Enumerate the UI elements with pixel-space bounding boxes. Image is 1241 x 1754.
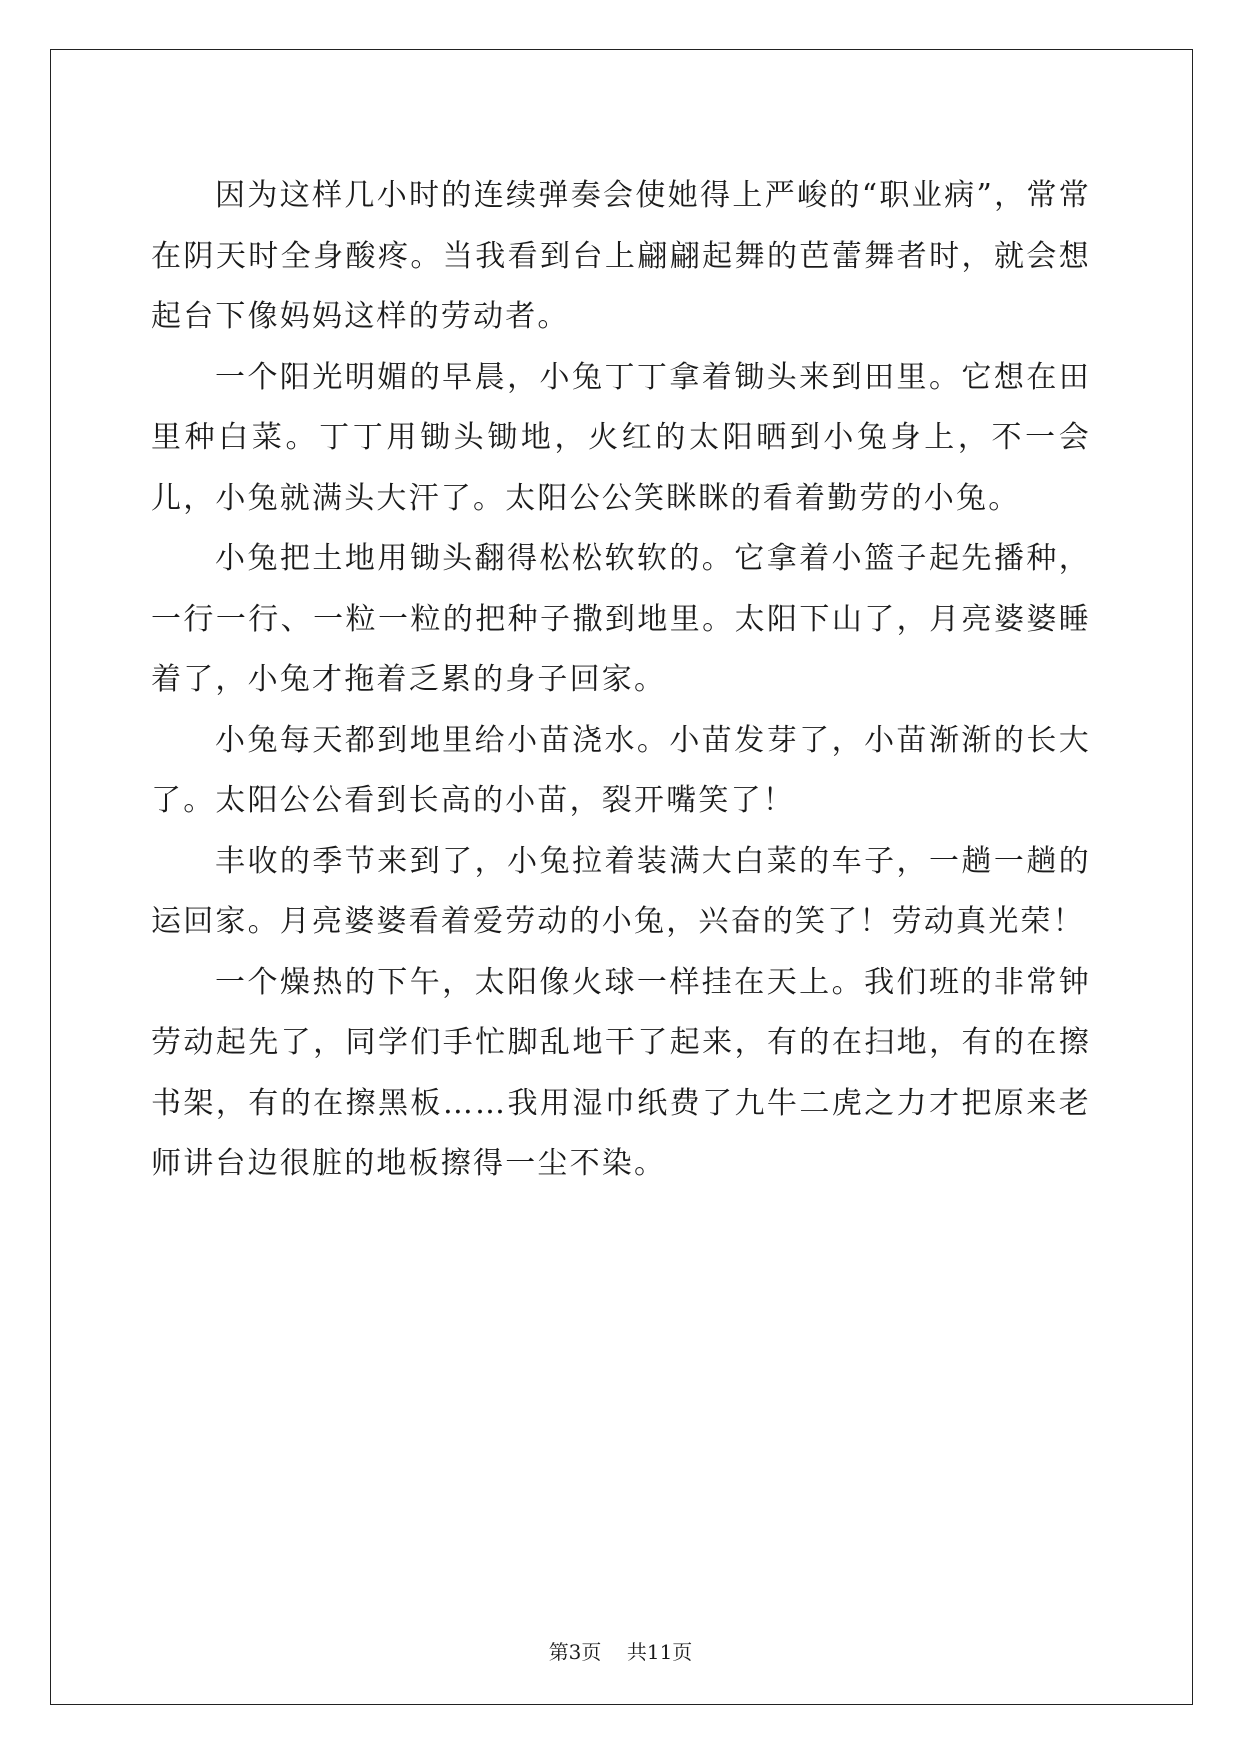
paragraph: 一个燥热的下午，太阳像火球一样挂在天上。我们班的非常钟劳动起先了，同学们手忙脚乱地干了起来，有的在扫地，有的在擦书架，有的在擦黑板……我用湿巾纸费了九牛二虎之力才把原来老师讲台边很脏的地板擦得一尘不染。 [151, 964, 1091, 1181]
paragraph: 因为这样几小时的连续弹奏会使她得上严峻的“职业病”，常常在阴天时全身酸疼。当我看到台上翩翩起舞的芭蕾舞者时，就会想起台下像妈妈这样的劳动者。 [151, 178, 1091, 334]
page-total: 共11页 [626, 1640, 693, 1664]
document-body [151, 166, 1091, 1195]
paragraph: 一个阳光明媚的早晨，小兔丁丁拿着锄头来到田里。它想在田里种白菜。丁丁用锄头锄地，火红的太阳晒到小兔身上，不一会儿，小兔就满头大汗了。太阳公公笑眯眯的看着勤劳的小兔。 [151, 359, 1091, 516]
paragraph: 小兔把土地用锄头翻得松松软软的。它拿着小篮子起先播种，一行一行、一粒一粒的把种子撒到地里。太阳下山了，月亮婆婆睡着了，小兔才拖着乏累的身子回家。 [151, 541, 1091, 697]
footer-spacer [601, 1640, 626, 1664]
page-footer [0, 1640, 1241, 1664]
paragraph: 丰收的季节来到了，小兔拉着装满大白菜的车子，一趟一趟的运回家。月亮婆婆看着爱劳动的小兔，兴奋的笑了！劳动真光荣！ [151, 843, 1091, 939]
page-number: 第3页 [548, 1640, 602, 1664]
paragraph: 小兔每天都到地里给小苗浇水。小苗发芽了，小苗渐渐的长大了。太阳公公看到长高的小苗，裂开嘴笑了！ [151, 722, 1091, 818]
